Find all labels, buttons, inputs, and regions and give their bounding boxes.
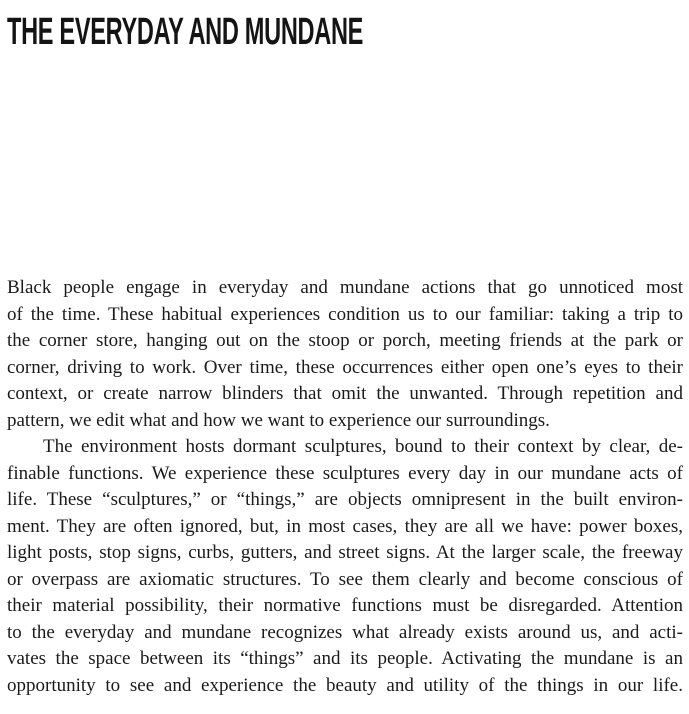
text-line: finable functions. We experience these sculptures every day in our mundane acts of — [7, 462, 683, 484]
text-line: ment. They are often ignored, but, in most cases, they are all we have: power boxes, — [7, 515, 683, 537]
body-text — [7, 275, 683, 699]
text-line: opportunity to see and experience the beauty and utility of the things in our life. — [7, 674, 683, 696]
paragraph-1 — [7, 275, 683, 434]
text-line: light posts, stop signs, curbs, gutters, and street signs. At the larger scale, the freeway — [7, 542, 683, 563]
text-line: vates the space between its “things” and its people. Activating the mundane is an — [7, 648, 683, 669]
text-line: their material possibility, their normative functions must be disregarded. Attention — [7, 595, 683, 616]
text-line: The environment hosts dormant sculptures, bound to their context by clear, de- — [43, 436, 683, 457]
text-line: or overpass are axiomatic structures. To see them clearly and become conscious of — [7, 568, 683, 590]
paragraph-2 — [7, 434, 683, 699]
text-line: corner, driving to work. Over time, these occurrences either open one’s eyes to their — [7, 356, 683, 378]
text-line: the corner store, hanging out on the stoop or porch, meeting friends at the park or — [7, 330, 683, 351]
text-line: life. These “sculptures,” or “things,” are objects omnipresent in the built environ- — [7, 489, 683, 510]
chapter-title: THE EVERYDAY AND MUNDANE — [7, 11, 364, 53]
text-line: context, or create narrow blinders that omit the unwanted. Through repetition and — [7, 383, 683, 404]
text-line: Black people engage in everyday and mundane actions that go unnoticed most — [7, 277, 683, 298]
text-line: to the everyday and mundane recognizes what already exists around us, and acti- — [7, 621, 683, 643]
text-line: pattern, we edit what and how we want to experience our surroundings. — [7, 409, 550, 431]
text-line: of the time. These habitual experiences condition us to our familiar: taking a trip to — [7, 303, 683, 325]
